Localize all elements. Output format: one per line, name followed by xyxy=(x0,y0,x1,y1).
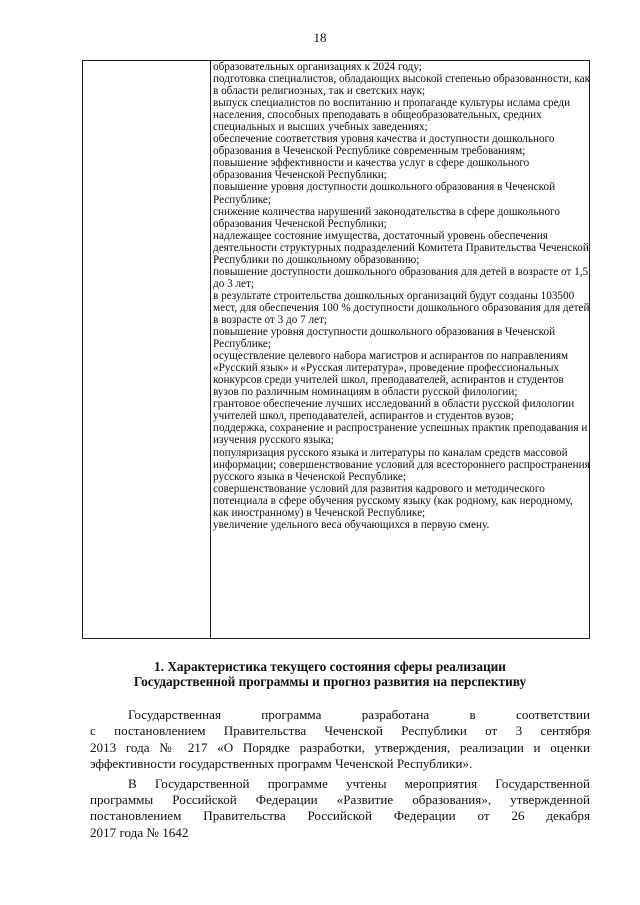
list-item: повышение эффективности и качества услуг в сфере дошкольного образования Чеченской Республики; xyxy=(213,157,530,182)
list-item: увеличение удельного веса обучающихся в первую смену. xyxy=(213,518,490,531)
paragraph-line: программы Российской Федерации «Развитие образования», утвержденной xyxy=(90,792,590,808)
page-number: 18 xyxy=(313,30,327,45)
list-item: осуществление целевого набора магистров и аспирантов по направлениям «Русский язык» и «Русская литература», проведение профессиональных конкурсов среди учителей школ, преподавателей, аспирантов и студентов вузов по различным номинациям в области русской филологии; xyxy=(213,350,569,399)
list-item: надлежащее состояние имущества, достаточный уровень обеспечения деятельности структурных подразделений Комитета Правительства Чеченской Республики по дошкольному образованию; xyxy=(213,229,589,266)
list-item: повышение доступности дошкольного образования для детей в возрасте от 1,5 до 3 лет; xyxy=(213,265,589,290)
list-item: обеспечение соответствия уровня качества и доступности дошкольного образования в Чеченской Республике современным требованиям; xyxy=(213,133,555,158)
paragraph-line: постановлением Правительства Российской Федерации от 26 декабря xyxy=(90,808,590,824)
paragraph-line: эффективности государственных программ Чеченской Республики». xyxy=(90,756,473,772)
paragraph xyxy=(90,776,590,842)
list-item: грантовое обеспечение лучших исследований в области русской филологии учителей школ, преподавателей, аспирантов и студентов вузов; xyxy=(213,398,575,423)
list-item: выпуск специалистов по воспитанию и пропаганде культуры ислама среди населения, способных преподавать в общеобразовательных, средних специальных и высших учебных заведениях; xyxy=(213,97,571,134)
list-item: в результате строительства дошкольных организаций будут созданы 103500 мест, для обеспечения 100 % доступности дошкольного образования для детей в возрасте от 3 до 7 лет; xyxy=(213,289,590,326)
list-item: повышение уровня доступности дошкольного образования в Чеченской Республике; xyxy=(213,326,556,351)
list-item: образовательных организациях к 2024 году; xyxy=(213,61,422,73)
table-column-divider xyxy=(210,61,211,638)
body-text xyxy=(90,707,590,844)
section-title-line: 1. Характеристика текущего состояния сферы реализации xyxy=(154,659,506,674)
section-title xyxy=(70,659,590,689)
list-item: повышение уровня доступности дошкольного образования в Чеченской Республике; xyxy=(213,181,556,206)
paragraph-line: с постановлением Правительства Чеченской Республики от 3 сентября xyxy=(90,723,590,739)
paragraph xyxy=(90,707,590,773)
results-table xyxy=(82,60,590,639)
list-item: снижение количества нарушений законодательства в сфере дошкольного образования Чеченской Республики; xyxy=(213,205,560,230)
list-item: подготовка специалистов, обладающих высокой степенью образованности, как в области религиозных, так и светских наук; xyxy=(213,73,591,98)
paragraph-line: В Государственной программе учтены мероприятия Государственной xyxy=(128,775,590,791)
expected-results-list xyxy=(213,61,591,531)
paragraph-line: 2013 года № 217 «О Порядке разработки, утверждения, реализации и оценки xyxy=(90,739,590,755)
list-item: поддержка, сохранение и распространение успешных практик преподавания и изучения русского языка; xyxy=(213,422,588,447)
section-title-line: Государственной программы и прогноз развития на перспективу xyxy=(133,674,527,689)
list-item: популяризация русского языка и литературы по каналам средств массовой информации; совершенствование условий для всестороннего распространения русского языка в Чеченской Республике; xyxy=(213,446,590,483)
paragraph-line: 2017 года № 1642 xyxy=(90,824,189,840)
paragraph-line: Государственная программа разработана в соответствии xyxy=(128,707,590,722)
list-item: совершенствование условий для развития кадрового и методического потенциала в сфере обучения русскому языку (как родному, как неродному, как иностранному) в Чеченской Республике; xyxy=(213,482,573,519)
